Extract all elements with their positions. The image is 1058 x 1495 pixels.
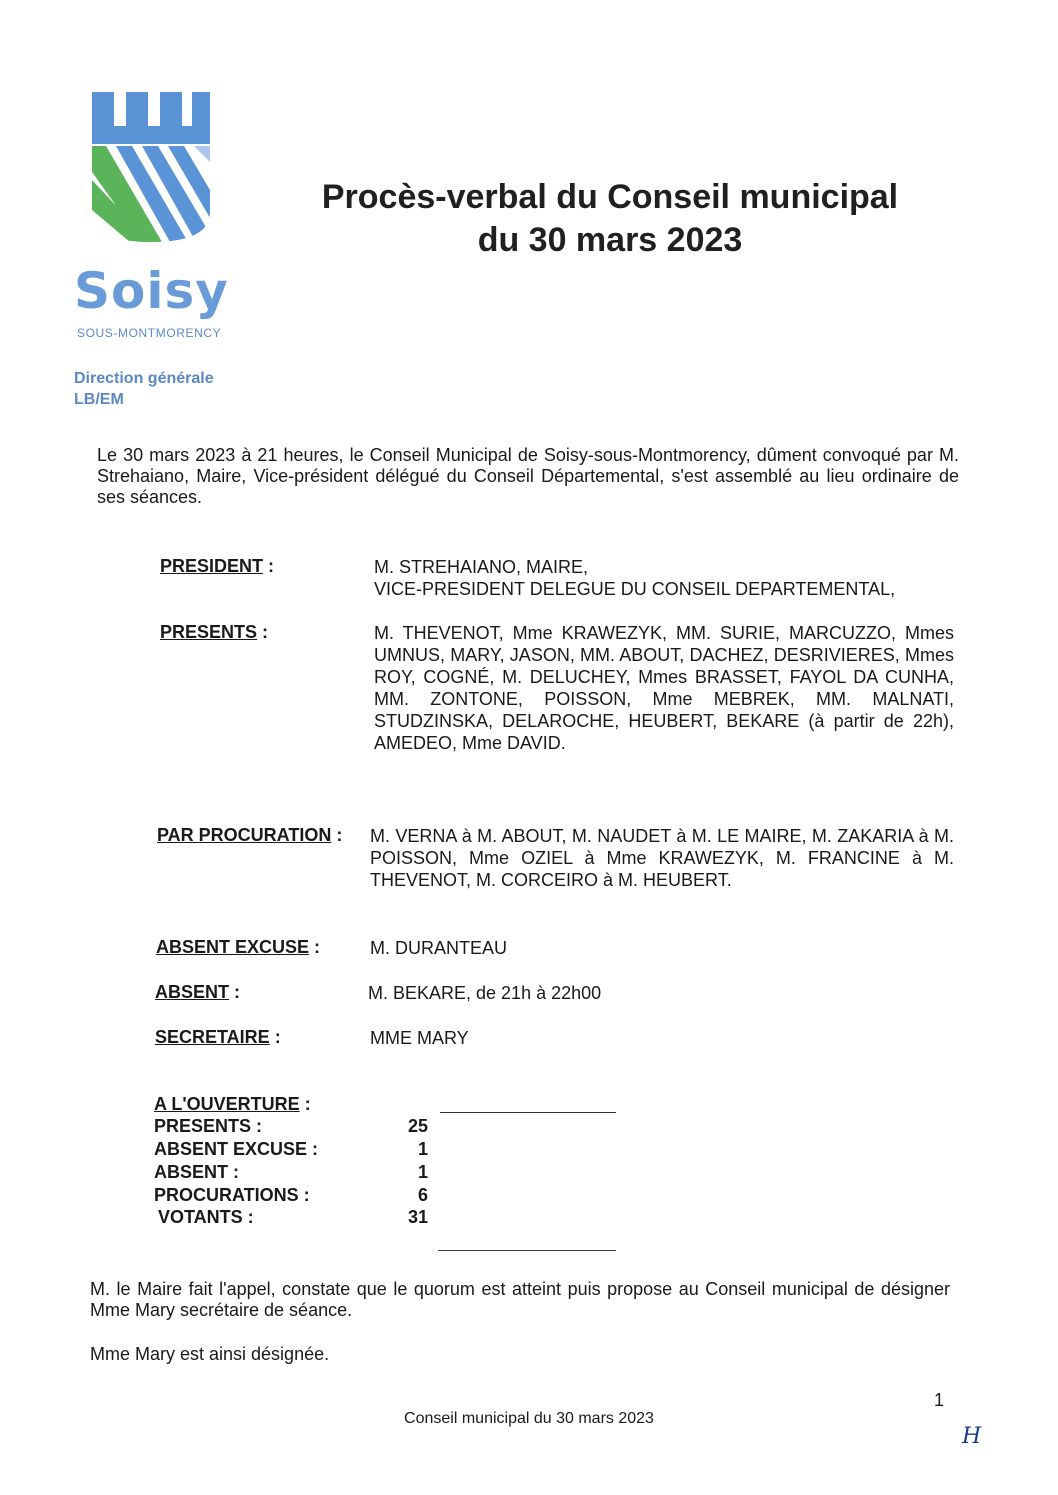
president-line-2: VICE-PRESIDENT DELEGUE DU CONSEIL DEPARTEMENTAL, xyxy=(374,579,896,599)
count-value-absent: 1 xyxy=(417,1162,428,1182)
designation-paragraph: Mme Mary est ainsi désignée. xyxy=(90,1344,330,1364)
value-secretaire: MME MARY xyxy=(370,1028,469,1048)
page-title xyxy=(270,176,950,262)
value-presents: M. THEVENOT, Mme KRAWEZYK, MM. SURIE, MARCUZZO, Mmes UMNUS, MARY, JASON, MM. ABOUT, DACHEZ, DESRIVIERES, Mmes ROY, COGNÉ, M. DELUCHEY, Mmes BRASSET, FAYOL DA CUNHA, MM. ZONTONE, POISSON, Mme MEBREK, MM. MALNATI, STUDZINSKA, DELAROCHE, HEUBERT, BEKARE (à partir de 22h), AMEDEO, Mme DAVID. xyxy=(374,623,954,753)
divider-bottom xyxy=(438,1250,616,1251)
count-label-presents: PRESENTS : xyxy=(154,1116,263,1136)
quorum-paragraph: M. le Maire fait l'appel, constate que le quorum est atteint puis propose au Conseil municipal de désigner Mme Mary secrétaire de séance. xyxy=(90,1279,950,1320)
count-value-absent-excuse: 1 xyxy=(417,1139,428,1159)
title-line-2: du 30 mars 2023 xyxy=(477,221,743,259)
label-absent-excuse: ABSENT EXCUSE : xyxy=(156,937,321,957)
count-label-absent-excuse: ABSENT EXCUSE : xyxy=(154,1139,319,1159)
value-procuration: M. VERNA à M. ABOUT, M. NAUDET à M. LE MAIRE, M. ZAKARIA à M. POISSON, Mme OZIEL à Mme KRAWEZYK, M. FRANCINE à M. THEVENOT, M. CORCEIRO à M. HEUBERT. xyxy=(370,826,954,890)
label-secretaire: SECRETAIRE : xyxy=(155,1027,281,1047)
soisy-logo-icon xyxy=(92,92,210,242)
department xyxy=(74,368,214,410)
label-absent: ABSENT : xyxy=(155,982,241,1002)
count-label-procurations: PROCURATIONS : xyxy=(154,1185,310,1205)
count-label-absent: ABSENT : xyxy=(154,1162,239,1182)
reference-code: LB/EM xyxy=(74,391,124,408)
brand-subtitle: SOUS-MONTMORENCY xyxy=(77,326,222,340)
intro-paragraph: Le 30 mars 2023 à 21 heures, le Conseil Municipal de Soisy-sous-Montmorency, dûment convoqué par M. Strehaiano, Maire, Vice-président délégué du Conseil Départemental, s'est assemblé au lieu ordinaire de ses séances. xyxy=(97,445,959,507)
label-president: PRESIDENT : xyxy=(160,556,275,576)
value-absent: M. BEKARE, de 21h à 22h00 xyxy=(368,983,602,1003)
count-value-procurations: 6 xyxy=(417,1185,428,1205)
handwritten-initials: H xyxy=(962,1424,982,1449)
page-number: 1 xyxy=(934,1390,945,1410)
president-line-1: M. STREHAIANO, MAIRE, xyxy=(374,557,589,577)
value-absent-excuse: M. DURANTEAU xyxy=(370,938,508,958)
title-line-1: Procès-verbal du Conseil municipal xyxy=(321,178,899,216)
department-name: Direction générale xyxy=(74,370,214,387)
label-presents: PRESENTS : xyxy=(160,622,269,642)
count-value-votants: 31 xyxy=(407,1207,428,1227)
opening-heading: A L'OUVERTURE : xyxy=(154,1094,311,1114)
label-procuration: PAR PROCURATION : xyxy=(157,825,343,845)
brand-name: Soisy xyxy=(74,262,229,320)
count-value-presents: 25 xyxy=(407,1116,428,1136)
count-label-votants: VOTANTS : xyxy=(158,1207,254,1227)
footer-text: Conseil municipal du 30 mars 2023 xyxy=(404,1410,654,1427)
divider-top xyxy=(440,1112,616,1113)
value-president xyxy=(374,556,954,600)
